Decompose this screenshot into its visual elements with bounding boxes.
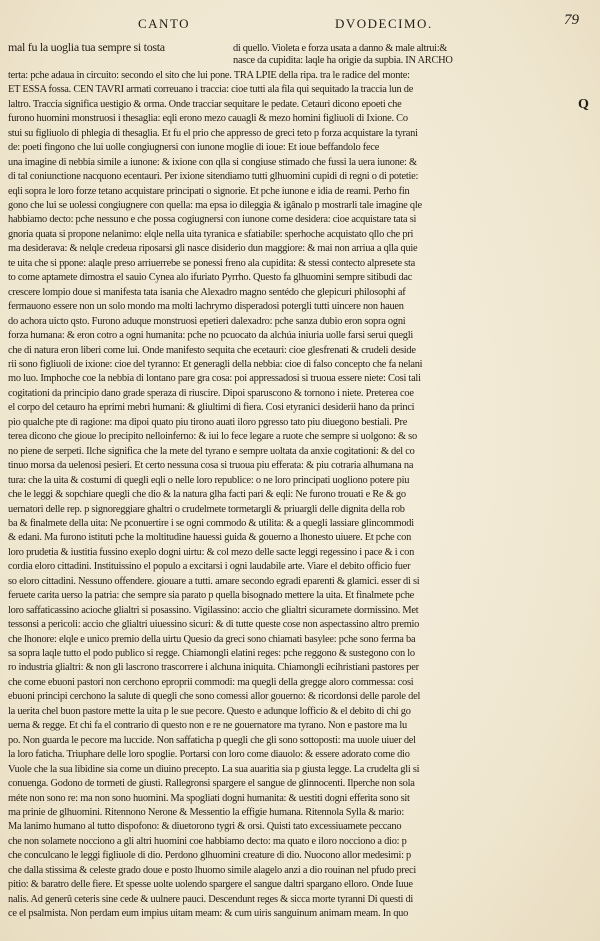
text-line: terea dicono che gioue lo precipito nelloinferno: & iui lo fece legare a ruote che sempre si uolgono: & so xyxy=(8,431,417,443)
running-header xyxy=(0,12,600,38)
text-line-content: di quello. Violeta e forza usata a danno & male altrui:& xyxy=(233,43,448,54)
text-line: nasce da cupidita: laqle ha origie da supbia. IN ARCHO xyxy=(233,55,453,67)
text-line: che non solamete nocciono a gli altri huomini coe habbiamo decto: ma quato e iloro nocciono a dio: p xyxy=(8,835,407,847)
header-title: DVODECIMO. xyxy=(335,16,433,31)
text-line: rii sono figliuoli de ixione: cioe del tyranno: Et generagli della nebbia: cioe di falso concepto che fa nelani xyxy=(8,358,423,370)
text-line: ce el psalmista. Non perdam eum impius uitam meam: & cum uiris sanguinum animam meam. In quo xyxy=(8,908,409,920)
text-line: eqli sopra le loro forze tetano acquistare principati o signorie. Et pche iunone e idia de reami. Perho fin xyxy=(8,185,410,197)
header-canto: CANTO xyxy=(138,16,191,31)
text-line: stui su figliuolo di phlegia di thesaglia. Et fu el prio che appresso de greci teto p forza acquistare la tyrani xyxy=(8,127,418,139)
text-line: el corpo del cetauro ha eprimi mebri humani: & gliultimi di fiera. Cosi etyranici desiderii hano da princi xyxy=(8,402,415,414)
text-line: mo luo. Imphoche coe la nebbia di lontano pare gra cosa: poi appressadosi si truoua essere niete: Cosi tali xyxy=(8,373,421,385)
margin-letter: Q xyxy=(578,97,589,112)
text-line: cordia eloro cittadini. Instituissino el populo a excitarsi i ogni laudabile arte. Viare el debito officio fuer xyxy=(8,561,411,573)
text-line: furono huomini monstruosi i thesaglia: eqli erono mezo cauagli & mezo homini figliuoli di Ixione. Co xyxy=(8,113,408,125)
text-line: che le leggi & sopchiare quegli che dio & la natura glha facti pari & eqli: Ne furono trouati e Re & go xyxy=(8,489,406,501)
text-line: pio qualche pte di ragione: ma dipoi quato piu tirono auati iloro pgresso tato piu diuegono bestiali. Pre xyxy=(8,416,408,428)
text-line: feruete carita uerso la patria: che sempre sia parato p quella bisognado mettere la uita. Et finalmete pche xyxy=(8,590,414,602)
text-line: te uita che si ppone: alaqle preso arriuerrebe se ponessi freno ala cupidita: & stessi contecto alpresete sta xyxy=(8,257,415,269)
text-line: tessonsi a pericoli: accio che glialtri uiuessino sicuri: & di tutte queste cose non aspectassino altro premio xyxy=(8,619,420,631)
text-line: pitio: & baratro delle fiere. Et spesse uolte uolendo spargere el sangue daltri spargano elloro. Onde Iuue xyxy=(8,879,413,891)
text-line: sa sopra laqle tutto el podo publico si regge. Chiamongli elatini reges: pche reggono & sustegono con lo xyxy=(8,648,415,660)
text-line: Vuole che la sua libidine sia come un diuino precepto. La sua auaritia sia p giusta legge. La crudelta gli si xyxy=(8,763,420,775)
text-line: ba & finalmete della uita: Ne pconuertire i se ogni commodo & utilita: & a quegli lassiare glincommodi xyxy=(8,517,414,529)
text-line: uernatori delle rep. p signoreggiare ghaltri o crudelmete tormetargli & priuargli delle dignita della rob xyxy=(8,503,405,515)
text-line: che come ebuoni pastori non cerchono eproprii commodi: ma quegli della gregge aloro commessa: cosi xyxy=(8,676,414,688)
text-line: po. Non guarda le pecore ma luccide. Non saffaticha p quegli che gli sono sottoposti: ma uuole uiuer del xyxy=(8,734,416,746)
text-line: terta: pche adaua in circuito: secondo el sito che lui pone. TRA LPIE della ripa. tra le radice del monte: xyxy=(8,69,410,81)
text-line: Ma lanimo humano al tutto dispofono: & diuetorono tygri & orsi. Quisti tato excessiuamete peccano xyxy=(8,821,402,833)
text-line: ET ESSA fossa. CEN TAVRI armati correuano i traccia: cioe tutti ala fila qui sequitado la traccia lun de xyxy=(8,84,414,96)
text-line: la loro faticha. Triuphare delle loro spoglie. Portarsi con loro come diauolo: & essere adorato come dio xyxy=(8,749,410,761)
text-line: loro prudetia & iustitia fussino exeplo dogni uirtu: & col mezo delle sacte leggi regessino i pace & i con xyxy=(8,546,415,558)
text-line: ma desiderava: & nelqle credeua riposarsi gli nasce disiderio dun maggiore: & mai non arriua a qlla quie xyxy=(8,243,418,255)
text-line: ebuoni principi cerchono la salute di quegli che sono comessi allor gouerno: & ricordonsi delle parole del xyxy=(8,691,421,703)
verse-quote: mal fu la uoglia tua sempre si tosta xyxy=(8,40,165,54)
text-line: tinuo morsa da uelenosi pesieri. Et certo nessuna cosa si truoua piu efferata: & piu cotraria alhumana na xyxy=(8,460,414,472)
text-line: cogitationi da principio dano grade speraza di riuscire. Dipoi sparuscono & tornono i niete. Preterea coe xyxy=(8,387,414,399)
text-line: do achora uicto qsto. Furono aduque monstruosi epetieri dalexadro: pche sanza dubio eron sopra ogni xyxy=(8,315,406,327)
text-line: crescere lompio doue si manifesta tata isania che Alexadro magno sentédo che glepicuri philosophi af xyxy=(8,286,406,298)
commentary-text xyxy=(8,40,586,920)
text-line: la uerita chel buon pastore mette la uita p le sue pecore. Questo e adunque lofficio & el debito di chi go xyxy=(8,705,411,717)
text-line: no piene de serpeti. Ilche significa che la mete del tyrano e sempre uoltata da anxie cogitationi: & del co xyxy=(8,445,415,457)
text-line: habbiamo decto: pche nessuno e che possa cogiugnersi con iunone come desidera: cioe acquistare tata si xyxy=(8,214,417,226)
text-line: conuenga. Godono de tormeti de giusti. Rallegronsi spargere el sangue de glinnocenti. Ilperche non sola xyxy=(8,778,415,790)
text-line: di tal coniunctione nacquono ecentauri. Per ixione sitendiamo tutti glhuomini cupidi di regni o di potetie: xyxy=(8,171,419,183)
text-line: fermauono essere non un solo mondo ma molti lachrymo disperadosi potergli tutti uincere non hauen xyxy=(8,301,404,313)
text-line: uerna & regge. Et chi fa el contrario di questo non e re ne gouernatore ma tyrano. Non e pastore ma lu xyxy=(8,720,407,732)
text-line: so eloro cittadini. Nessuno offendere. giouare a tutti. amare secondo egradi eparenti & glamici. esser di si xyxy=(8,575,420,587)
text-line: gono che lui se uolessi congiugnere con quella: ma epsa io dileggia & igânalo p mostrarli tale imagine qle xyxy=(8,199,422,211)
text-line: ro industria glialtri: & non gli lascrono trascorrere i alchuna iniquita. Chiamongli ecihristiani pastores per xyxy=(8,662,419,674)
text-line: che lhonore: elqle e unico premio della uirtu Quesio da greci sono chiamati basylee: pche sono ferma ba xyxy=(8,633,416,645)
text-line: forza humana: & eron cotro a ogni humanita: pche no pcuocato da alchúa iniuria uolle farsi serui quegli xyxy=(8,330,414,342)
text-line: che di natura eron liberi come lui. Onde manifesto sequita che ecetauri: cioe glesfrenati & crudeli deside xyxy=(8,344,416,356)
text-line: méte non sono re: ma non sono huomini. Ma spogliati dogni humanita: & uestiti dogni efferita sono sit xyxy=(8,792,410,804)
text-line: una imagine di nebbia simile a iunone: & ixione con qlla si congiuse stimado che fussi la uera iunone: & xyxy=(8,156,417,168)
text-line: nalis. Ad generû ceteris sine cede & uulnere pauci. Descendunt reges & sicca morte tyranni Di questi di xyxy=(8,893,414,905)
text-line: che dalla stissima & celeste grado doue e posto lhuomo simile alagelo anzi a dio rouinan nel pfudo preci xyxy=(8,864,416,876)
text-line: de: poeti fingono che lui uolle congiugnersi con iunone moglie di ioue: Et ioue beffandolo fece xyxy=(8,142,380,154)
page-number: 79 xyxy=(564,12,579,28)
text-line: laltro. Traccia significa uestigio & orma. Onde tracciar sequitare le pedate. Cetauri dicono epoeti che xyxy=(8,98,402,110)
text-line: che conculcano le leggi figliuole di dio. Perdono glhuomini creature di dio. Nuocono allor medesimi: p xyxy=(8,850,412,862)
text-line: & edani. Ma furono istituti pche la moltitudine hauessi guida & gouerno a lhonesto uiuere. Et pche con xyxy=(8,532,412,544)
text-line: to come aptamete dimostra el sauio Cynea alo ifuriato Pyrrho. Questo fa glhuomini sempre sitibudi dac xyxy=(8,272,413,284)
text-line xyxy=(8,40,586,54)
text-line: loro saffaticassino acioche glialtri si posassino. Vigilassino: accio che glialtri sicuramete dormissino. Met xyxy=(8,604,419,616)
text-line: ma prinie de glhuomini. Ritennono Nerone & Messentio la effigie humana. Ritennola Sylla & mario: xyxy=(8,807,404,819)
text-line: gnoria quata si propone nelanimo: elqle nella uita tyranica e sfatiabile: sperhoche acquistato qllo che pri xyxy=(8,228,414,240)
text-line: tura: che la uita & costumi di quegli eqli o nelle loro republice: o ne loro principati uogliono potere piu xyxy=(8,474,410,486)
